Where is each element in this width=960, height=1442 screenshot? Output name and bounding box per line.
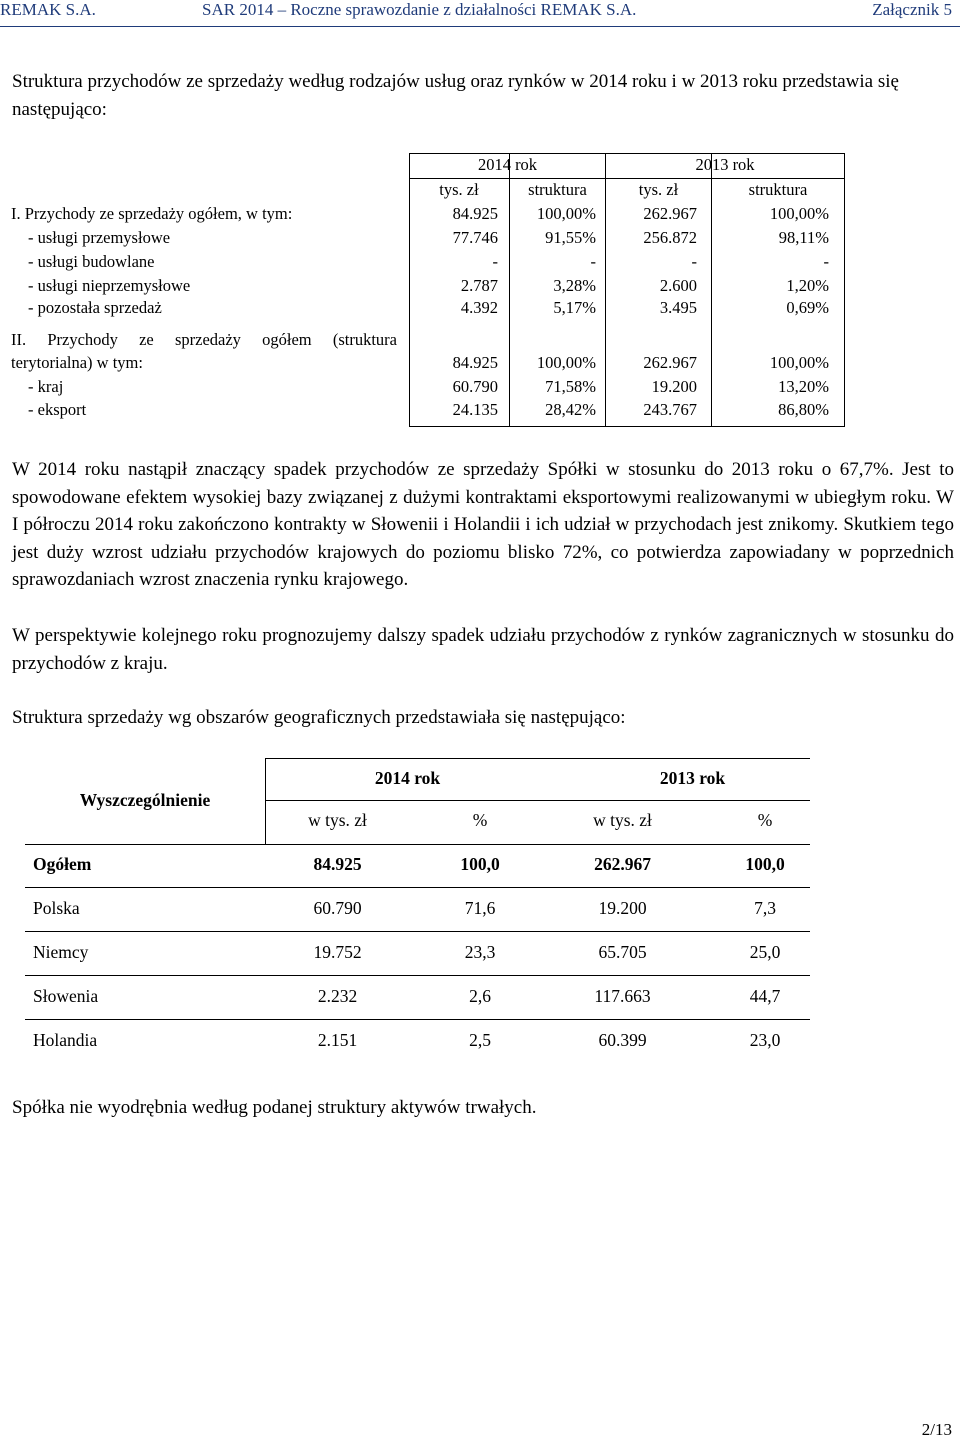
outlook-paragraph: W perspektywie kolejnego roku prognozujemy dalszy spadek udziału przychodów z rynków zagranicznych w stosunku do przychodów z kraju.: [12, 625, 954, 674]
row-value: 2.232: [317, 986, 358, 1006]
table-rule: [25, 975, 810, 976]
row-value: 60.790: [313, 898, 362, 918]
closing-sentence: Spółka nie wyodrębnia według podanej struktury aktywów trwałych.: [12, 1097, 537, 1118]
row-value: 3.495: [659, 298, 697, 317]
row-value: 23,3: [464, 942, 496, 962]
row-value: 262.967: [594, 854, 651, 874]
header-title: SAR 2014 – Roczne sprawozdanie z działalności REMAK S.A.: [202, 0, 637, 19]
row-label: Słowenia: [33, 986, 99, 1006]
row-value: 7,3: [754, 898, 776, 918]
col-pct-2013: %: [757, 810, 773, 830]
row-label: - pozostała sprzedaż: [28, 298, 162, 317]
intro-paragraph: Struktura przychodów ze sprzedaży według rodzajów usług oraz rynków w 2014 roku i w 2013 roku przedstawia się następująco:: [12, 71, 899, 120]
row-value: 2,5: [469, 1030, 491, 1050]
row-label: Niemcy: [33, 942, 89, 962]
row-value: 100,00%: [536, 353, 596, 372]
table-rule: [25, 844, 810, 845]
table-rule: [25, 931, 810, 932]
geo-heading: Struktura sprzedaży wg obszarów geograficznych przedstawiała się następująco:: [12, 707, 626, 728]
row-value: 0,69%: [786, 298, 829, 317]
row-value: 13,20%: [778, 377, 829, 396]
header-attachment: Załącznik 5: [872, 0, 952, 19]
row-value: 262.967: [643, 204, 697, 223]
col-struktura-2013: struktura: [748, 180, 808, 199]
table-rule: [265, 800, 810, 801]
row-value: 5,17%: [553, 298, 596, 317]
year-2013-header: 2013 rok: [695, 155, 755, 174]
row-value: 65.705: [598, 942, 647, 962]
row-value: 24.135: [452, 400, 498, 419]
year-2014-header: 2014 rok: [477, 155, 538, 174]
table-rule: [25, 887, 810, 888]
row-value: 117.663: [594, 986, 651, 1006]
analysis-paragraph: W 2014 roku nastąpił znaczący spadek przychodów ze sprzedaży Spółki w stosunku do 2013 roku o 67,7%. Jest to spowodowane efektem wysokiej bazy związanej z dużymi kontraktami eksportowymi realizowanymi w ubiegłym roku. W I półroczu 2014 roku zakończono kontrakty w Słowenii i Holandii i ich udział w przychodach jest znikomy. Skutkiem tego jest duży wzrost udziału przychodów krajowych do poziomu blisko 72%, co potwierdza zapowiadany w poprzednich sprawozdaniach wzrost znaczenia rynku krajowego.: [12, 459, 954, 590]
head-label: Wyszczególnienie: [79, 790, 211, 810]
row-value: 100,00%: [769, 204, 829, 223]
col-tys-2014: w tys. zł: [308, 810, 367, 830]
row-value: 2,6: [469, 986, 491, 1006]
row-value: 256.872: [643, 228, 697, 247]
section2-label-line1: II. Przychody ze sprzedaży ogółem (struktura: [11, 330, 397, 349]
table-rule: [265, 758, 810, 759]
row-value: 91,55%: [545, 228, 596, 247]
row-value: 4.392: [460, 298, 498, 317]
row-value: 100,0: [460, 854, 500, 874]
row-value: 2.600: [659, 276, 697, 295]
row-value: 77.746: [452, 228, 498, 247]
row-label: - usługi nieprzemysłowe: [28, 276, 191, 295]
table-divider: [409, 178, 845, 179]
row-value: 2.787: [460, 276, 498, 295]
section2-label-line2: terytorialna) w tym:: [11, 353, 143, 372]
row-value: 84.925: [452, 204, 498, 223]
col-struktura-2014: struktura: [528, 180, 587, 199]
row-value: 3,28%: [553, 276, 596, 295]
row-value: 60.399: [598, 1030, 647, 1050]
row-value: 84.925: [313, 854, 362, 874]
col-tys-2013: tys. zł: [638, 180, 679, 199]
row-value: -: [823, 252, 829, 271]
row-value: 23,0: [749, 1030, 781, 1050]
row-value: 19.200: [651, 377, 697, 396]
col-tys-2013: w tys. zł: [593, 810, 652, 830]
row-value: 19.752: [313, 942, 362, 962]
row-value: 19.200: [598, 898, 647, 918]
row-value: 28,42%: [545, 400, 596, 419]
row-label: - kraj: [28, 377, 64, 396]
row-label: - eksport: [28, 400, 87, 419]
year-2014-header: 2014 rok: [374, 768, 441, 788]
row-value: 98,11%: [778, 228, 829, 247]
row-label: - usługi budowlane: [28, 252, 155, 271]
row-value: 262.967: [643, 353, 697, 372]
row-label: I. Przychody ze sprzedaży ogółem, w tym:: [11, 204, 293, 223]
page-number: 2/13: [921, 1420, 952, 1439]
row-label: - usługi przemysłowe: [28, 228, 171, 247]
table-rule: [25, 1019, 810, 1020]
revenue-structure-table: [0, 0, 960, 440]
row-value: 1,20%: [786, 276, 829, 295]
row-value: 100,00%: [536, 204, 596, 223]
row-value: -: [590, 252, 596, 271]
row-value: -: [691, 252, 697, 271]
row-label: Holandia: [33, 1030, 98, 1050]
row-label: Ogółem: [33, 854, 92, 874]
row-value: 84.925: [452, 353, 498, 372]
row-label: Polska: [33, 898, 80, 918]
row-value: 25,0: [749, 942, 781, 962]
year-2013-header: 2013 rok: [659, 768, 726, 788]
row-value: 60.790: [452, 377, 498, 396]
row-value: 243.767: [643, 400, 697, 419]
row-value: 2.151: [317, 1030, 358, 1050]
row-value: 86,80%: [778, 400, 829, 419]
row-value: -: [492, 252, 498, 271]
row-value: 71,58%: [545, 377, 596, 396]
row-value: 100,00%: [769, 353, 829, 372]
col-pct-2014: %: [472, 810, 488, 830]
row-value: 44,7: [749, 986, 781, 1006]
header-company: REMAK S.A.: [0, 0, 96, 19]
row-value: 100,0: [745, 854, 785, 874]
col-tys-2014: tys. zł: [439, 180, 479, 199]
row-value: 71,6: [464, 898, 496, 918]
